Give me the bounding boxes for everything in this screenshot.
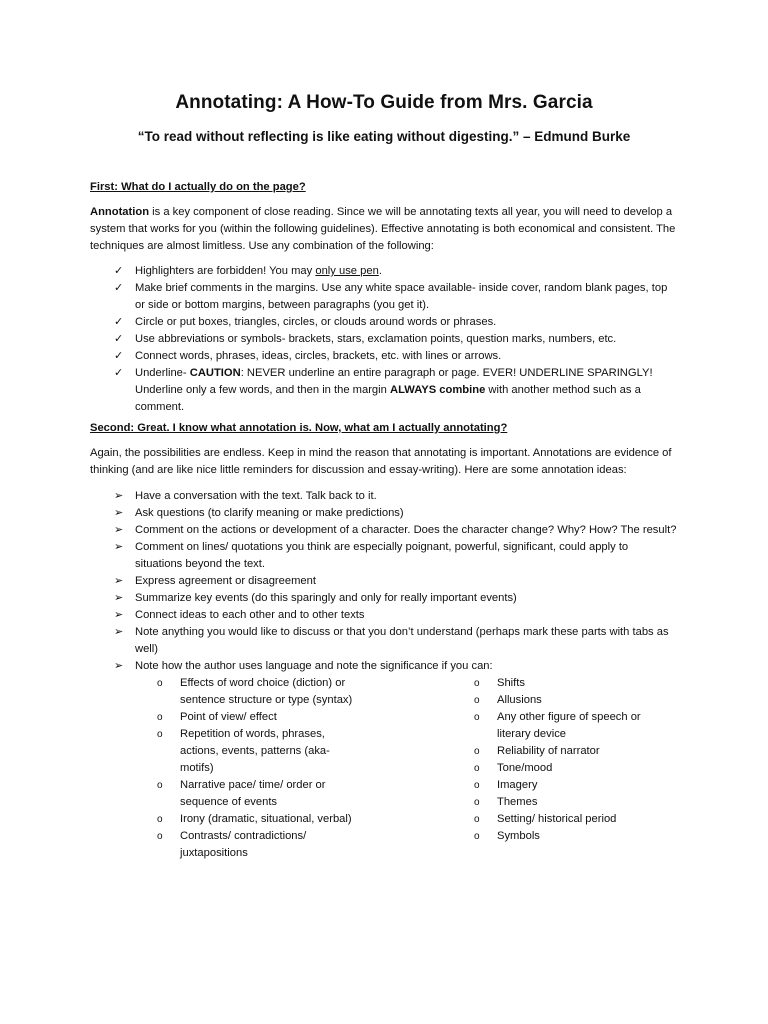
circle-bullet-icon: o	[474, 797, 480, 808]
item-text: Make brief comments in the margins. Use any white space available- inside cover, random blank pages, top or side or bottom margins, between paragraphs (you get it).	[135, 282, 668, 311]
arrow-icon: ➢	[114, 575, 124, 587]
arrow-icon: ➢	[114, 490, 124, 502]
item-text: Setting/ historical period	[497, 813, 617, 825]
list-item	[114, 365, 678, 416]
list-item	[157, 675, 360, 709]
intro-text: is a key component of close reading. Since we will be annotating texts all year, you will need to develop a system that works for you (within the following guidelines). Effective annotating is both economical and consistent. The techniques are almost limitless. Use any combination of the following:	[90, 206, 676, 252]
circle-bullet-icon: o	[474, 831, 480, 842]
list-item	[114, 348, 678, 365]
item-text: Themes	[497, 796, 538, 808]
list-item	[114, 331, 678, 348]
item-text: Reliability of narrator	[497, 745, 600, 757]
page-title: Annotating: A How-To Guide from Mrs. Garcia	[175, 92, 593, 113]
item-text: Tone/mood	[497, 762, 553, 774]
item-text: Summarize key events (do this sparingly and only for really important events)	[135, 592, 517, 604]
circle-bullet-icon: o	[474, 678, 480, 689]
list-item	[114, 624, 678, 658]
item-text: Narrative pace/ time/ order or sequence of events	[180, 779, 326, 808]
item-text: Symbols	[497, 830, 540, 842]
item-text: Note how the author uses language and note the significance if you can:	[135, 660, 493, 672]
item-text: with another method such as a comment.	[135, 384, 641, 413]
item-text: Have a conversation with the text. Talk back to it.	[135, 490, 377, 502]
list-item	[474, 760, 677, 777]
item-text: Effects of word choice (diction) or sentence structure or type (syntax)	[180, 677, 353, 706]
circle-bullet-icon: o	[474, 712, 480, 723]
item-text: Connect ideas to each other and to other texts	[135, 609, 365, 621]
arrow-icon: ➢	[114, 524, 124, 536]
list-item	[114, 505, 678, 522]
list-item	[474, 777, 677, 794]
check-icon: ✓	[114, 333, 124, 345]
item-text: Allusions	[497, 694, 542, 706]
epigraph-quote: “To read without reflecting is like eating without digesting.” – Edmund Burke	[137, 129, 631, 144]
circle-bullet-icon: o	[474, 814, 480, 825]
item-bold-text: CAUTION	[189, 367, 241, 379]
list-item	[114, 539, 678, 573]
section-second-intro: Again, the possibilities are endless. Keep in mind the reason that annotating is important. Annotations are evidence of thinking (and are like nice little reminders for discussion and essay-writing). Here are some annotation ideas:	[90, 447, 672, 476]
list-item	[474, 743, 677, 760]
technique-list	[90, 263, 678, 416]
check-icon: ✓	[114, 316, 124, 328]
arrow-icon: ➢	[114, 609, 124, 621]
list-item	[114, 263, 678, 280]
language-devices-left	[135, 675, 360, 862]
item-text: Express agreement or disagreement	[135, 575, 316, 587]
list-item	[114, 314, 678, 331]
list-item	[157, 811, 360, 828]
check-icon: ✓	[114, 367, 124, 379]
list-item	[474, 811, 677, 828]
list-item	[157, 726, 360, 777]
list-item	[114, 488, 678, 505]
circle-bullet-icon: o	[157, 729, 163, 740]
list-item	[114, 280, 678, 314]
list-item	[114, 590, 678, 607]
item-text: Highlighters are forbidden! You may	[135, 265, 316, 277]
list-item	[474, 692, 677, 709]
list-item	[157, 777, 360, 811]
item-text: .	[378, 265, 382, 277]
item-text: Use abbreviations or symbols- brackets, stars, exclamation points, question marks, numbers, etc.	[135, 333, 617, 345]
circle-bullet-icon: o	[157, 814, 163, 825]
check-icon: ✓	[114, 350, 124, 362]
list-item	[114, 573, 678, 590]
item-text: Any other figure of speech or literary device	[497, 711, 641, 740]
annotation-term: Annotation	[90, 206, 150, 218]
circle-bullet-icon: o	[474, 763, 480, 774]
list-item	[474, 709, 677, 743]
arrow-icon: ➢	[114, 507, 124, 519]
item-text: : NEVER underline an entire paragraph or page. EVER! UNDERLINE SPARINGLY! Underline only a few words, and then in the margin	[135, 367, 653, 396]
item-text: Irony (dramatic, situational, verbal)	[180, 813, 352, 825]
item-text: Comment on lines/ quotations you think are especially poignant, powerful, significant, could apply to situations beyond the text.	[135, 541, 629, 570]
arrow-icon: ➢	[114, 541, 124, 553]
list-item	[114, 658, 678, 675]
item-text: Comment on the actions or development of a character. Does the character change? Why? How? The result?	[135, 524, 677, 536]
list-item	[474, 828, 677, 845]
item-text: Circle or put boxes, triangles, circles, or clouds around words or phrases.	[135, 316, 497, 328]
section-second-heading: Second: Great. I know what annotation is. Now, what am I actually annotating?	[90, 422, 508, 434]
circle-bullet-icon: o	[157, 712, 163, 723]
item-text: Repetition of words, phrases, actions, events, patterns (aka-motifs)	[180, 728, 330, 774]
list-item	[157, 709, 360, 726]
item-text: Ask questions (to clarify meaning or make predictions)	[135, 507, 404, 519]
item-text: Imagery	[497, 779, 538, 791]
check-icon: ✓	[114, 265, 124, 277]
circle-bullet-icon: o	[474, 746, 480, 757]
list-item	[114, 607, 678, 624]
item-text: Shifts	[497, 677, 525, 689]
circle-bullet-icon: o	[474, 780, 480, 791]
section-first-intro	[90, 204, 678, 255]
item-text: Point of view/ effect	[180, 711, 277, 723]
circle-bullet-icon: o	[157, 831, 163, 842]
language-devices-columns	[135, 675, 678, 862]
section-first-heading: First: What do I actually do on the page?	[90, 181, 306, 193]
list-item	[474, 675, 677, 692]
check-icon: ✓	[114, 282, 124, 294]
item-text: Note anything you would like to discuss or that you don’t understand (perhaps mark these parts with tabs as well)	[135, 626, 669, 655]
item-text: Connect words, phrases, ideas, circles, brackets, etc. with lines or arrows.	[135, 350, 502, 362]
annotation-ideas-list	[90, 488, 678, 675]
circle-bullet-icon: o	[157, 678, 163, 689]
list-item	[474, 794, 677, 811]
item-text: Contrasts/ contradictions/ juxtapositions	[180, 830, 307, 859]
item-bold-text: ALWAYS combine	[389, 384, 486, 396]
list-item	[157, 828, 360, 862]
arrow-icon: ➢	[114, 660, 124, 672]
item-text: Underline-	[135, 367, 190, 379]
arrow-icon: ➢	[114, 592, 124, 604]
circle-bullet-icon: o	[474, 695, 480, 706]
list-item	[114, 522, 678, 539]
arrow-icon: ➢	[114, 626, 124, 638]
item-underlined-text: only use pen	[315, 265, 379, 277]
language-devices-right	[475, 675, 677, 862]
circle-bullet-icon: o	[157, 780, 163, 791]
